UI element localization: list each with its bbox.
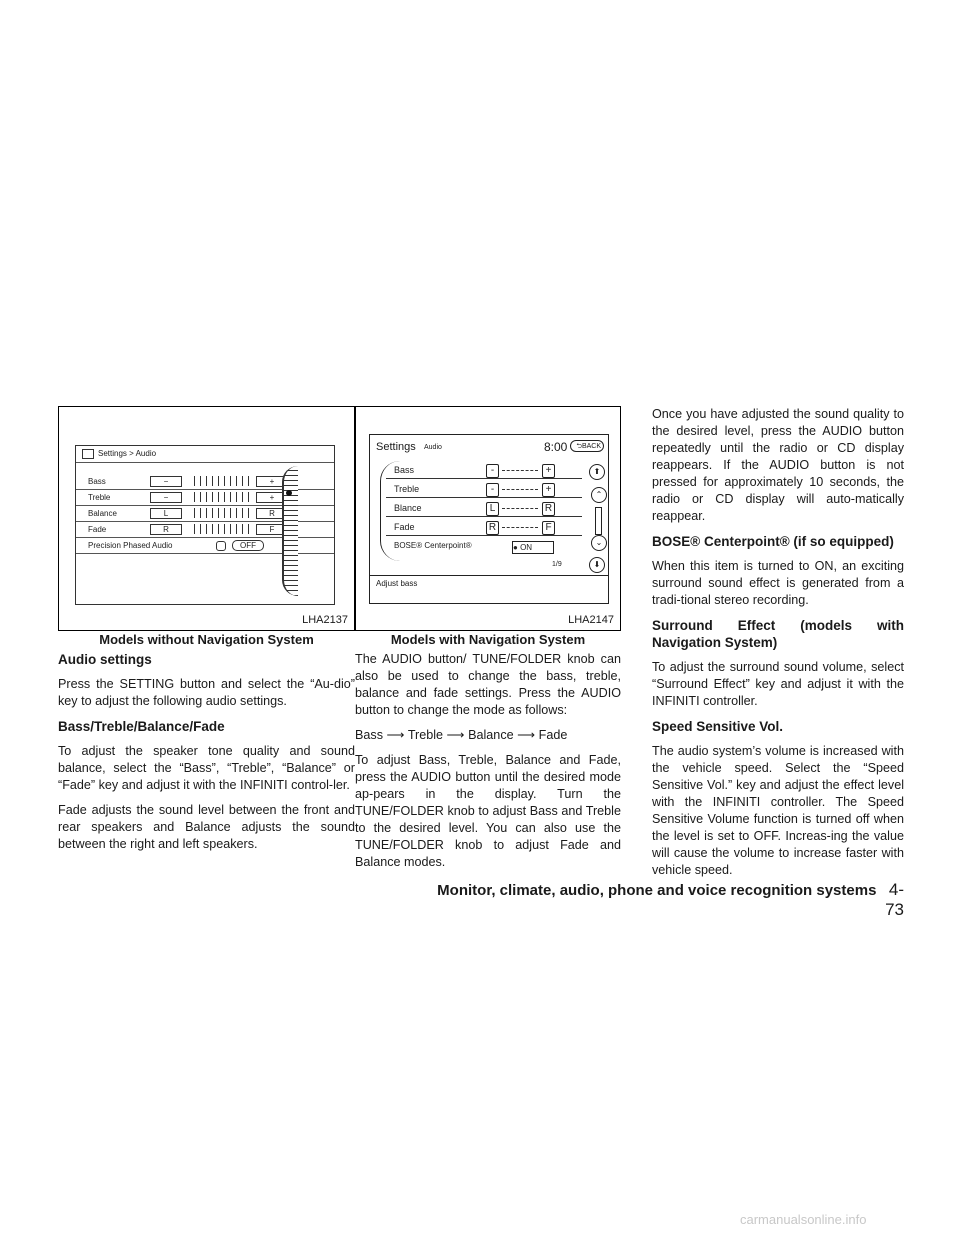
down-icon[interactable]: ⌄ [591, 535, 607, 551]
heading-speed-sensitive-vol: Speed Sensitive Vol. [652, 719, 784, 734]
level-line [502, 470, 538, 471]
back-label: BACK [581, 443, 601, 450]
minus-key[interactable]: − [150, 476, 182, 487]
figure-without-navigation [58, 406, 355, 631]
left-key[interactable]: L [486, 502, 499, 516]
menu-item-treble[interactable] [386, 482, 582, 498]
settings-icon [82, 449, 94, 459]
row-label: Fade [394, 522, 415, 532]
bose-toggle[interactable] [512, 541, 554, 554]
audio-settings-screen [75, 445, 335, 605]
on-indicator-icon: ● [513, 543, 518, 552]
paragraph: To adjust the surround sound volume, select “Surround Effect” key and adjust it with the INFINITI controller. [652, 660, 904, 708]
row-label: Bass [88, 477, 106, 486]
paragraph: Fade adjusts the sound level between the front and rear speakers and Balance adjusts the sound between the right and left speakers. [58, 803, 355, 851]
paragraph: To adjust Bass, Treble, Balance and Fade, press the AUDIO button until the desired mode ap-pears in the display. Turn the TUNE/FOLDER knob to adjust Bass and Treble to the desired level. You can also use the TUNE/FOLDER knob to adjust Fade and Balance modes. [355, 753, 621, 869]
row-label: Blance [394, 503, 422, 513]
rear-key[interactable]: R [150, 524, 182, 535]
row-label: Bass [394, 465, 415, 475]
right-key[interactable]: R [256, 508, 288, 519]
scroll-bar[interactable] [282, 466, 298, 596]
toggle-value: ON [520, 543, 533, 552]
text-column-3 [652, 406, 904, 887]
text-column-2 [355, 651, 621, 879]
heading-audio-settings: Audio settings [58, 652, 152, 667]
navigation-audio-screen [369, 434, 609, 604]
paragraph: The AUDIO button/ TUNE/FOLDER knob can also be used to change the bass, treble, balance and fade settings. Press the AUDIO button to change the mode as follows: [355, 652, 621, 717]
page-indicator: 1/9 [552, 561, 562, 568]
up-arrow-icon[interactable]: ⬆ [589, 464, 605, 480]
breadcrumb: Settings > Audio [98, 449, 157, 458]
page-footer [420, 880, 904, 920]
section-title: Monitor, climate, audio, phone and voice recognition systems [437, 882, 877, 899]
figure-caption: Models without Navigation System [99, 632, 314, 647]
menu-item-balance[interactable] [386, 501, 582, 517]
menu-item-bass[interactable] [386, 463, 582, 479]
level-scale [194, 524, 254, 534]
figure-code: LHA2137 [302, 614, 348, 626]
front-key[interactable]: F [542, 521, 555, 535]
screen-subtitle: Audio [424, 444, 442, 451]
text-column-1 [58, 651, 355, 861]
up-icon[interactable]: ⌃ [591, 487, 607, 503]
clock: 8:00 [544, 440, 568, 454]
mode-sequence: Bass ⟶ Treble ⟶ Balance ⟶ Fade [355, 728, 568, 742]
screen-header [76, 446, 334, 463]
menu-item-fade[interactable] [386, 520, 582, 536]
screen-title: Settings [376, 441, 416, 453]
front-key[interactable]: F [256, 524, 288, 535]
page-number: 4-73 [885, 880, 904, 919]
plus-key[interactable]: + [542, 483, 555, 497]
scrollbar[interactable] [595, 507, 602, 535]
plus-key[interactable]: + [256, 492, 288, 503]
screen-title-bar [374, 439, 602, 457]
left-key[interactable]: L [150, 508, 182, 519]
rear-key[interactable]: R [486, 521, 499, 535]
minus-key[interactable]: − [150, 492, 182, 503]
right-key[interactable]: R [542, 502, 555, 516]
heading-bose-centerpoint: BOSE® Centerpoint® (if so equipped) [652, 534, 894, 549]
level-scale [194, 476, 254, 486]
minus-key[interactable]: - [486, 464, 499, 478]
figure-caption: Models with Navigation System [390, 632, 586, 647]
paragraph: Once you have adjusted the sound quality to the desired level, press the AUDIO button repeatedly until the radio or CD display reappears. If the AUDIO button is not pressed for approximately 10 seconds, the radio or CD display will auto-matically reappear. [652, 407, 904, 523]
level-line [502, 527, 538, 528]
status-bar [370, 575, 608, 592]
back-arrow-icon: ⮌ [576, 443, 582, 450]
menu-item-bose[interactable] [386, 539, 582, 554]
precision-toggle[interactable]: OFF [232, 540, 264, 551]
paragraph: The audio system’s volume is increased with the vehicle speed. Select the “Speed Sensitive Vol.” key and adjust the effect level with the INFINITI controller. The Speed Sensitive Volume function is turned off when the level is set to OFF. Increas-ing the value will cause the volume to increase faster with vehicle speed. [652, 744, 904, 877]
plus-key[interactable]: + [256, 476, 288, 487]
row-label: Balance [88, 509, 117, 518]
scroll-thumb[interactable] [286, 490, 292, 496]
heading-surround-effect: Surround Effect (models with Navigation System) [652, 618, 904, 650]
level-line [502, 508, 538, 509]
figure-with-navigation [355, 406, 621, 631]
row-label: Fade [88, 525, 107, 534]
row-label: Treble [88, 493, 111, 502]
figure-code: LHA2147 [568, 614, 614, 626]
toggle-indicator [216, 541, 226, 551]
heading-bass-treble-balance-fade: Bass/Treble/Balance/Fade [58, 719, 225, 734]
paragraph: Press the SETTING button and select the “Au-dio” key to adjust the following audio settings. [58, 677, 355, 708]
watermark: carmanualsonline.info [740, 1212, 867, 1227]
row-label: Treble [394, 484, 420, 494]
level-line [502, 489, 538, 490]
level-scale [194, 508, 254, 518]
row-label: Precision Phased Audio [88, 541, 173, 550]
plus-key[interactable]: + [542, 464, 555, 478]
paragraph: When this item is turned to ON, an exciting surround sound effect is generated from a tradi-tional stereo recording. [652, 559, 904, 607]
level-scale [194, 492, 254, 502]
paragraph: To adjust the speaker tone quality and sound balance, select the “Bass”, “Treble”, “Balance” or “Fade” key and adjust it with the INFINITI control-ler. [58, 744, 355, 792]
status-text: Adjust bass [376, 579, 418, 588]
down-arrow-icon[interactable]: ⬇ [589, 557, 605, 573]
minus-key[interactable]: - [486, 483, 499, 497]
row-label: BOSE® Centerpoint® [394, 541, 472, 550]
back-button[interactable] [570, 440, 604, 452]
